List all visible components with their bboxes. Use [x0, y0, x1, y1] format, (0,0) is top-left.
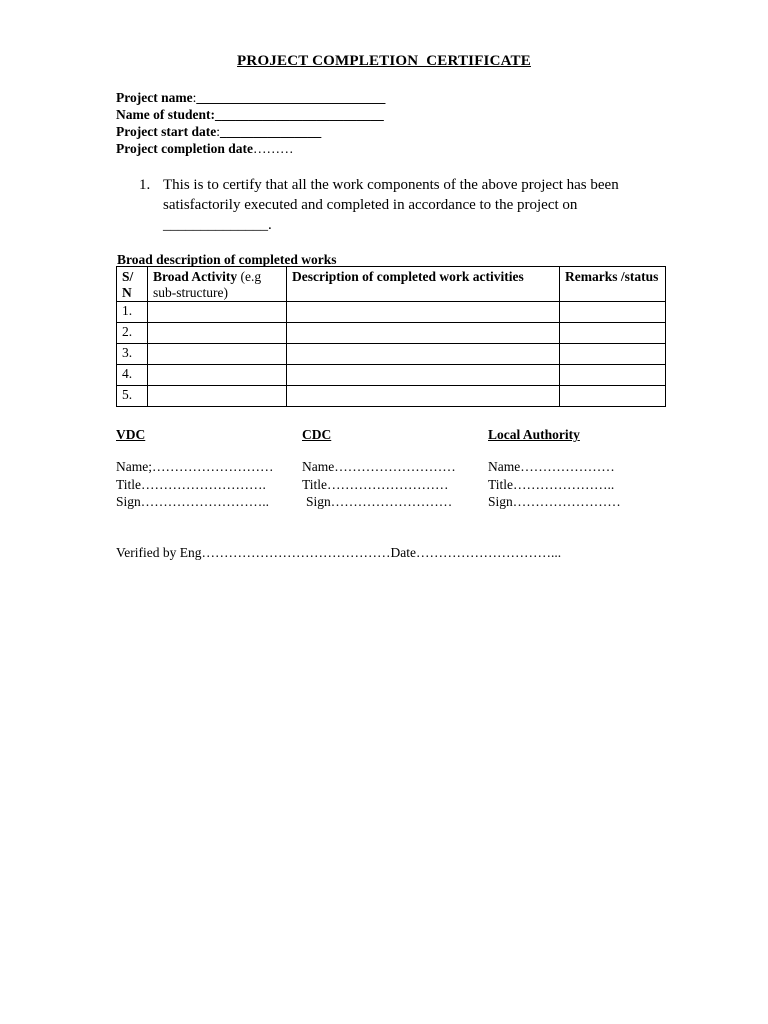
field-student-name: [116, 106, 385, 123]
statement-text: This is to certify that all the work components of the above project has been satisfactorily executed and completed in accordance to the project on ______________.: [163, 177, 619, 233]
cell-activity[interactable]: [148, 365, 287, 386]
cell-remarks[interactable]: [560, 365, 666, 386]
field-label: Name of student:: [116, 107, 215, 122]
cell-remarks[interactable]: [560, 323, 666, 344]
cdc-name-line: Name………………………: [302, 459, 456, 474]
cdc-title-line: Title………………………: [302, 477, 449, 492]
cell-description[interactable]: [287, 365, 560, 386]
authority-sign-line: Sign……………………: [488, 494, 621, 509]
cell-description[interactable]: [287, 386, 560, 407]
cell-activity[interactable]: [148, 323, 287, 344]
table-header-row: [117, 267, 666, 302]
verification-date: Date…………………………...: [390, 545, 562, 560]
header-activity-note: (e.g sub-structure): [153, 269, 262, 300]
authority-name-line: Name…………………: [488, 459, 615, 474]
row-number: 4.: [117, 365, 148, 386]
cell-remarks[interactable]: [560, 302, 666, 323]
heading-cdc: CDC: [302, 427, 332, 442]
cell-remarks[interactable]: [560, 386, 666, 407]
field-separator: :: [192, 90, 197, 105]
row-number: 5.: [117, 386, 148, 407]
field-label: Project name: [116, 90, 193, 105]
field-separator: :: [216, 124, 220, 139]
row-number: 1.: [117, 302, 148, 323]
completed-works-table: [116, 266, 666, 407]
table-row: [117, 365, 666, 386]
row-number: 2.: [117, 323, 148, 344]
statement-number: 1.: [139, 177, 151, 193]
field-start-date: [116, 123, 385, 140]
field-blank: ____________________________: [196, 90, 386, 105]
certification-statement: [139, 175, 659, 235]
table-row: [117, 386, 666, 407]
header-sn: S/ N: [117, 267, 148, 302]
heading-vdc: VDC: [116, 427, 146, 442]
field-blank: _________________________: [215, 107, 384, 122]
field-blank: _______________: [219, 124, 322, 139]
field-label: Project start date: [116, 124, 217, 139]
cell-remarks[interactable]: [560, 344, 666, 365]
field-label: Project completion date: [116, 141, 253, 156]
cell-description[interactable]: [287, 344, 560, 365]
table-row: [117, 302, 666, 323]
project-fields: [116, 89, 385, 157]
header-activity: [148, 267, 287, 302]
cell-activity[interactable]: [148, 344, 287, 365]
table-row: [117, 323, 666, 344]
cell-description[interactable]: [287, 323, 560, 344]
cell-activity[interactable]: [148, 386, 287, 407]
heading-local-authority: Local Authority: [488, 427, 580, 442]
verified-by: Verified by Eng……………………………………: [116, 545, 391, 560]
header-activity-bold: Broad Activity: [153, 269, 238, 284]
table-row: [117, 344, 666, 365]
authority-title-line: Title…………………..: [488, 477, 615, 492]
header-remarks: Remarks /status: [560, 267, 666, 302]
vdc-title-line: Title……………………….: [116, 477, 266, 492]
page-title: PROJECT COMPLETION CERTIFICATE: [237, 53, 531, 69]
cell-activity[interactable]: [148, 302, 287, 323]
cell-description[interactable]: [287, 302, 560, 323]
header-description: Description of completed work activities: [287, 267, 560, 302]
row-number: 3.: [117, 344, 148, 365]
field-completion-date: [116, 140, 385, 157]
field-blank: ………: [252, 141, 294, 156]
field-project-name: [116, 89, 385, 106]
vdc-name-line: Name;………………………: [116, 459, 274, 474]
table-caption: Broad description of completed works: [117, 252, 337, 267]
vdc-sign-line: Sign………………………..: [116, 494, 270, 509]
cdc-sign-line: Sign………………………: [306, 494, 453, 509]
verification-line: [116, 545, 561, 561]
